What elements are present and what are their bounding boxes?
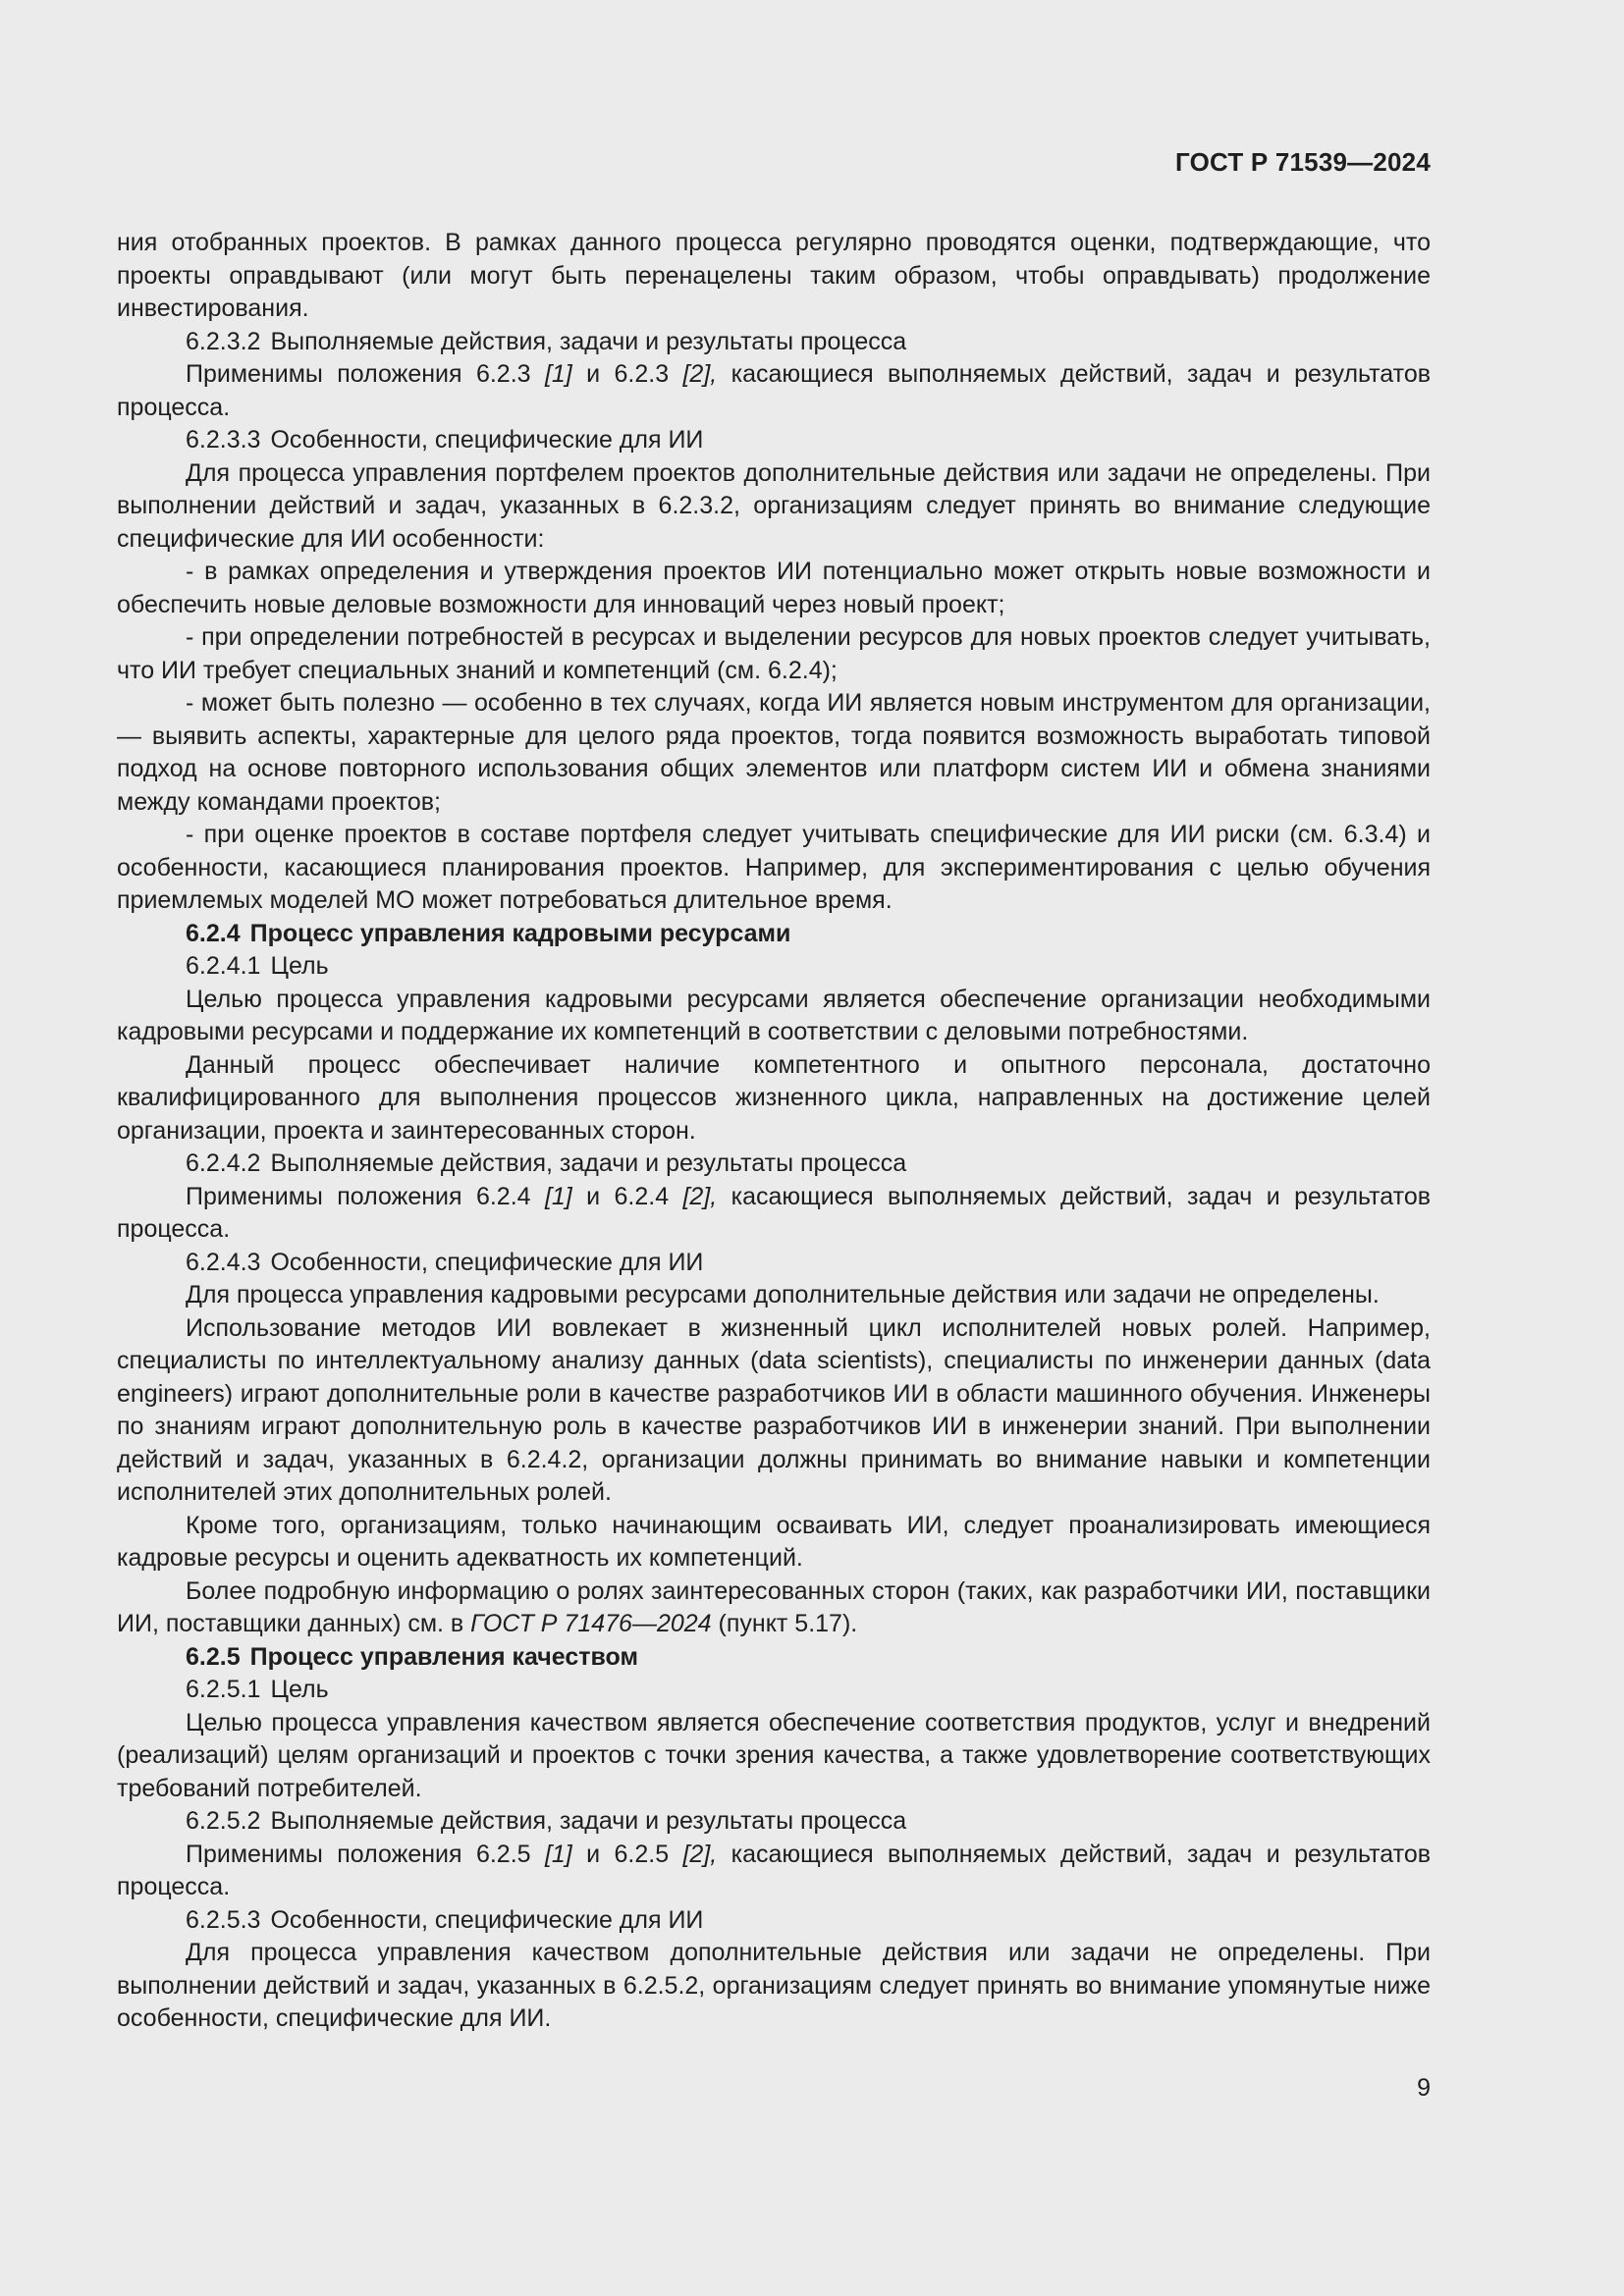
section-number: 6.2.4: [186, 919, 241, 947]
section-number: 6.2.5.2: [186, 1807, 261, 1835]
text-run: касающиеся выполняемых действий, задач и результатов процесса.: [117, 360, 1431, 421]
list-item: - может быть полезно — особенно в тех случаях, когда ИИ является новым инструментом для организации, — выявить аспекты, характерные для целого ряда проектов, тогда появится возможность выработать типовой подход на основе повторного использования общих элементов или платформ систем ИИ и обмена знаниями между командами проектов;: [117, 689, 1431, 816]
paragraph: Для процесса управления кадровыми ресурсами дополнительные действия или задачи не определены.: [186, 1281, 1380, 1308]
text-run: (пункт 5.17).: [711, 1610, 858, 1637]
paragraph: Целью процесса управления качеством является обеспечение соответствия продуктов, услуг и внедрений (реализаций) целям организаций и проектов с точки зрения качества, а также удовлетворение соответствующих требований потребителей.: [117, 1708, 1431, 1802]
section-heading-6-2-5-2: [117, 1805, 1431, 1839]
section-number: 6.2.3.3: [186, 426, 261, 454]
paragraph: Кроме того, организациям, только начинающим осваивать ИИ, следует проанализировать имеющиеся кадровые ресурсы и оценить адекватность их компетенций.: [117, 1511, 1431, 1572]
text-run: касающиеся выполняемых действий, задач и результатов процесса.: [117, 1182, 1431, 1243]
text-run: Применимы положения 6.2.4: [186, 1182, 545, 1210]
text-run: Более подробную информацию о ролях заинтересованных сторон (таких, как разработчики ИИ, поставщики ИИ, поставщики данных) см. в: [117, 1576, 1431, 1637]
section-title: Особенности, специфические для ИИ: [270, 1905, 704, 1934]
section-title: Особенности, специфические для ИИ: [270, 1248, 704, 1276]
text-run: Применимы положения 6.2.3: [186, 360, 545, 388]
section-title: Процесс управления кадровыми ресурсами: [249, 919, 791, 947]
section-heading-6-2-5-3: [117, 1904, 1431, 1938]
paragraph: [117, 1181, 1431, 1247]
section-number: 6.2.3.2: [186, 327, 261, 355]
paragraph: Использование методов ИИ вовлекает в жизненный цикл исполнителей новых ролей. Например, специалисты по интеллектуальному анализу данных (data scientists), специалисты по инженерии данных (data engineers) играют дополнительные роли в качестве разработчиков ИИ в области машинного обучения. Инженеры по знаниям играют дополнительную роль в качестве разработчиков ИИ в инженерии знаний. При выполнении действий и задач, указанных в 6.2.4.2, организации должны принимать во внимание навыки и компетенции исполнителей этих дополнительных ролей.: [117, 1313, 1431, 1506]
section-heading-6-2-3-2: [117, 326, 1431, 359]
bibliography-ref: [1]: [544, 1182, 572, 1210]
section-heading-6-2-4-3: [117, 1247, 1431, 1280]
text-run: и 6.2.5: [571, 1840, 683, 1868]
section-number: 6.2.5.1: [186, 1676, 261, 1703]
section-title: Особенности, специфические для ИИ: [270, 426, 704, 454]
section-heading-6-2-5-1: [117, 1674, 1431, 1707]
paragraph: ния отобранных проектов. В рамках данного процесса регулярно проводятся оценки, подтверждающие, что проекты оправдывают (или могут быть перенацелены таким образом, чтобы оправдывать) продолжение инвестирования.: [117, 229, 1431, 322]
paragraph: [117, 1575, 1431, 1641]
section-number: 6.2.4.1: [186, 952, 261, 980]
section-number: 6.2.4.2: [186, 1149, 261, 1177]
document-body: [117, 227, 1431, 2036]
text-run: и 6.2.3: [571, 360, 683, 388]
section-heading-6-2-4: [117, 918, 1431, 951]
standard-ref: ГОСТ Р 71476—2024: [470, 1610, 712, 1637]
section-heading-6-2-4-2: [117, 1148, 1431, 1181]
section-title: Выполняемые действия, задачи и результаты процесса: [270, 1807, 907, 1835]
section-number: 6.2.4.3: [186, 1248, 261, 1276]
paragraph: Для процесса управления портфелем проектов дополнительные действия или задачи не определены. При выполнении действий и задач, указанных в 6.2.3.2, организациям следует принять во внимание следующие специфические для ИИ особенности:: [117, 458, 1431, 553]
section-number: 6.2.5.3: [186, 1905, 261, 1934]
paragraph: Для процесса управления качеством дополнительные действия или задачи не определены. При выполнении действий и задач, указанных в 6.2.5.2, организациям следует принять во внимание упомянутые ниже особенности, специфические для ИИ.: [117, 1939, 1431, 2032]
text-run: касающиеся выполняемых действий, задач и результатов процесса.: [117, 1840, 1431, 1900]
bibliography-ref: [1]: [544, 1840, 572, 1868]
paragraph: Данный процесс обеспечивает наличие компетентного и опытного персонала, достаточно квалифицированного для выполнения процессов жизненного цикла, направленных на достижение целей организации, проекта и заинтересованных сторон.: [117, 1050, 1431, 1145]
bibliography-ref: [1]: [544, 360, 572, 388]
section-heading-6-2-5: [117, 1641, 1431, 1675]
list-item: - в рамках определения и утверждения проектов ИИ потенциально может открыть новые возможности и обеспечить новые деловые возможности для инноваций через новый проект;: [117, 558, 1431, 618]
section-heading-6-2-3-3: [117, 424, 1431, 457]
section-title: Цель: [270, 952, 329, 980]
section-title: Процесс управления качеством: [249, 1642, 638, 1671]
bibliography-ref: [2],: [682, 360, 718, 388]
paragraph: [117, 1839, 1431, 1904]
section-heading-6-2-4-1: [117, 950, 1431, 984]
section-title: Цель: [270, 1676, 329, 1703]
page-number: 9: [1417, 2074, 1431, 2102]
paragraph: Целью процесса управления кадровыми ресурсами является обеспечение организации необходимыми кадровыми ресурсами и поддержание их компетенций в соответствии с деловыми потребностями.: [117, 985, 1431, 1045]
list-item: - при оценке проектов в составе портфеля следует учитывать специфические для ИИ риски (см. 6.3.4) и особенности, касающиеся планирования проектов. Например, для экспериментирования с целью обучения приемлемых моделей МО может потребоваться длительное время.: [117, 821, 1431, 914]
bibliography-ref: [2],: [682, 1840, 718, 1868]
bibliography-ref: [2],: [682, 1182, 718, 1210]
section-number: 6.2.5: [186, 1642, 241, 1671]
list-item: - при определении потребностей в ресурсах и выделении ресурсов для новых проектов следует учитывать, что ИИ требует специальных знаний и компетенций (см. 6.2.4);: [117, 623, 1431, 684]
document-header-id: ГОСТ Р 71539—2024: [1175, 147, 1431, 177]
text-run: Применимы положения 6.2.5: [186, 1840, 545, 1868]
section-title: Выполняемые действия, задачи и результаты процесса: [270, 327, 907, 355]
text-run: и 6.2.4: [571, 1182, 683, 1210]
section-title: Выполняемые действия, задачи и результаты процесса: [270, 1149, 907, 1177]
paragraph: [117, 358, 1431, 424]
